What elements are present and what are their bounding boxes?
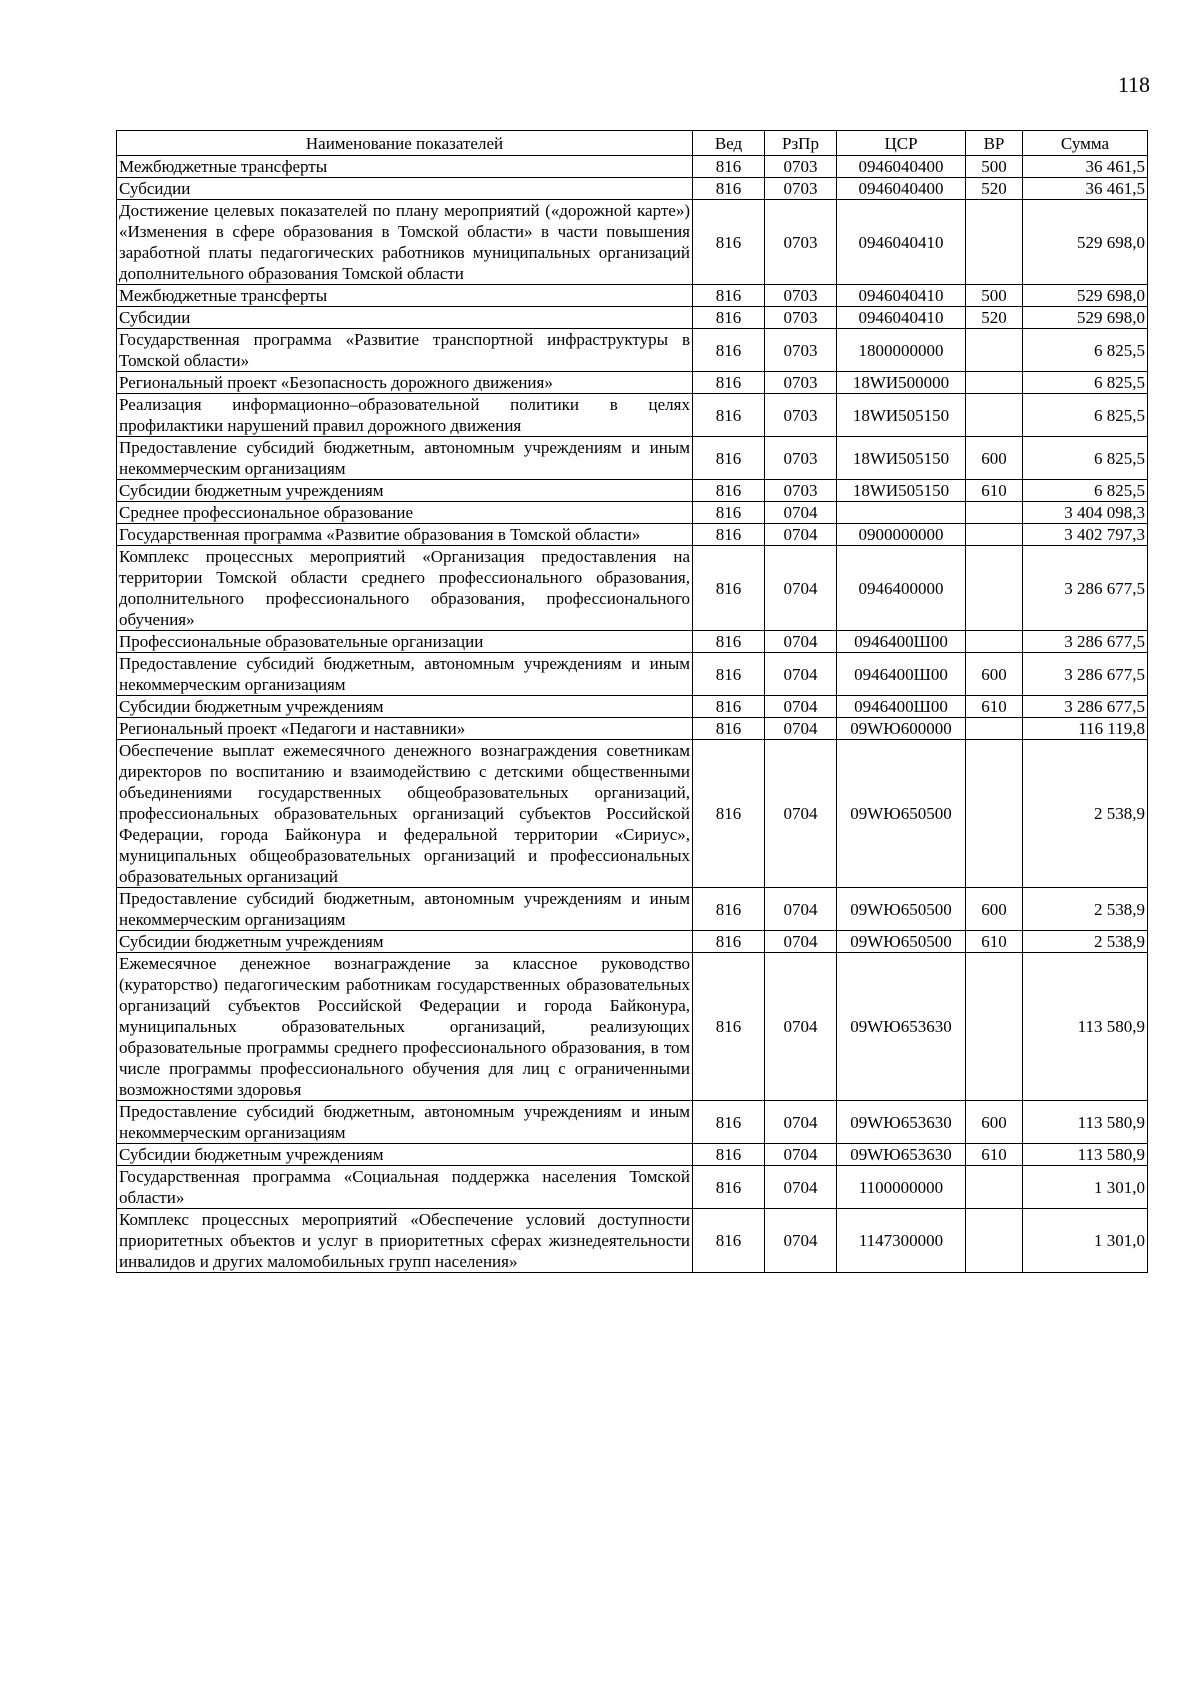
cell-vr xyxy=(966,718,1023,740)
cell-ved: 816 xyxy=(693,200,765,285)
cell-sum: 529 698,0 xyxy=(1023,307,1148,329)
cell-ved: 816 xyxy=(693,1101,765,1144)
table-row xyxy=(117,953,1148,1101)
cell-vr xyxy=(966,740,1023,888)
header-ved: Вед xyxy=(693,131,765,156)
cell-name: Субсидии xyxy=(117,307,693,329)
table-row xyxy=(117,437,1148,480)
cell-sum: 2 538,9 xyxy=(1023,931,1148,953)
cell-sum: 6 825,5 xyxy=(1023,329,1148,372)
cell-csr: 09WЮ653630 xyxy=(837,1144,966,1166)
cell-sum: 529 698,0 xyxy=(1023,285,1148,307)
table-row xyxy=(117,200,1148,285)
cell-name: Профессиональные образовательные организации xyxy=(117,631,693,653)
cell-sum: 36 461,5 xyxy=(1023,156,1148,178)
page-number: 118 xyxy=(1117,72,1150,97)
table-row xyxy=(117,178,1148,200)
cell-vr xyxy=(966,953,1023,1101)
header-csr: ЦСР xyxy=(837,131,966,156)
cell-name: Предоставление субсидий бюджетным, автономным учреждениям и иным некоммерческим организациям xyxy=(117,653,693,696)
cell-ved: 816 xyxy=(693,156,765,178)
header-name: Наименование показателей xyxy=(117,131,693,156)
table-row xyxy=(117,1209,1148,1273)
table-row xyxy=(117,740,1148,888)
cell-csr: 1147300000 xyxy=(837,1209,966,1273)
cell-rzpr: 0704 xyxy=(765,653,837,696)
cell-sum: 1 301,0 xyxy=(1023,1209,1148,1273)
cell-rzpr: 0704 xyxy=(765,1209,837,1273)
header-vr: ВР xyxy=(966,131,1023,156)
cell-rzpr: 0704 xyxy=(765,631,837,653)
cell-csr: 09WЮ653630 xyxy=(837,953,966,1101)
cell-ved: 816 xyxy=(693,372,765,394)
table-row xyxy=(117,718,1148,740)
cell-csr: 09WЮ650500 xyxy=(837,740,966,888)
cell-sum: 36 461,5 xyxy=(1023,178,1148,200)
cell-csr: 0946400Ш00 xyxy=(837,653,966,696)
cell-name: Субсидии бюджетным учреждениям xyxy=(117,480,693,502)
cell-name: Межбюджетные трансферты xyxy=(117,285,693,307)
table-row xyxy=(117,1101,1148,1144)
cell-sum: 113 580,9 xyxy=(1023,1101,1148,1144)
cell-ved: 816 xyxy=(693,524,765,546)
cell-csr: 0946040410 xyxy=(837,307,966,329)
cell-vr xyxy=(966,200,1023,285)
cell-csr: 18WИ505150 xyxy=(837,394,966,437)
cell-name: Реализация информационно–образовательной политики в целях профилактики нарушений правил дорожного движения xyxy=(117,394,693,437)
cell-ved: 816 xyxy=(693,888,765,931)
cell-rzpr: 0704 xyxy=(765,1101,837,1144)
cell-name: Государственная программа «Развитие транспортной инфраструктуры в Томской области» xyxy=(117,329,693,372)
table-body xyxy=(117,156,1148,1273)
cell-csr: 09WЮ653630 xyxy=(837,1101,966,1144)
cell-sum: 3 404 098,3 xyxy=(1023,502,1148,524)
cell-csr: 09WЮ650500 xyxy=(837,888,966,931)
cell-vr xyxy=(966,372,1023,394)
cell-sum: 2 538,9 xyxy=(1023,740,1148,888)
cell-csr: 0946400Ш00 xyxy=(837,631,966,653)
cell-csr xyxy=(837,502,966,524)
cell-name: Предоставление субсидий бюджетным, автономным учреждениям и иным некоммерческим организациям xyxy=(117,1101,693,1144)
table-row xyxy=(117,156,1148,178)
cell-vr xyxy=(966,329,1023,372)
cell-vr: 500 xyxy=(966,156,1023,178)
cell-name: Субсидии бюджетным учреждениям xyxy=(117,696,693,718)
cell-name: Предоставление субсидий бюджетным, автономным учреждениям и иным некоммерческим организациям xyxy=(117,437,693,480)
cell-csr: 1800000000 xyxy=(837,329,966,372)
table-row xyxy=(117,307,1148,329)
cell-rzpr: 0703 xyxy=(765,437,837,480)
cell-sum: 3 286 677,5 xyxy=(1023,546,1148,631)
cell-csr: 0946400000 xyxy=(837,546,966,631)
table-row xyxy=(117,888,1148,931)
cell-csr: 0900000000 xyxy=(837,524,966,546)
budget-table xyxy=(116,130,1148,1273)
cell-ved: 816 xyxy=(693,178,765,200)
cell-sum: 529 698,0 xyxy=(1023,200,1148,285)
cell-rzpr: 0703 xyxy=(765,156,837,178)
cell-name: Субсидии xyxy=(117,178,693,200)
cell-vr xyxy=(966,1209,1023,1273)
cell-vr: 600 xyxy=(966,653,1023,696)
cell-csr: 1100000000 xyxy=(837,1166,966,1209)
table-row xyxy=(117,480,1148,502)
cell-ved: 816 xyxy=(693,631,765,653)
cell-csr: 09WЮ600000 xyxy=(837,718,966,740)
cell-csr: 0946400Ш00 xyxy=(837,696,966,718)
cell-csr: 0946040410 xyxy=(837,285,966,307)
cell-rzpr: 0703 xyxy=(765,178,837,200)
table-row xyxy=(117,502,1148,524)
cell-ved: 816 xyxy=(693,307,765,329)
header-sum: Сумма xyxy=(1023,131,1148,156)
cell-name: Обеспечение выплат ежемесячного денежного вознаграждения советникам директоров по воспитанию и взаимодействию с детскими общественными объединениями государственных общеобразовательных организаций, профессиональных образовательных организаций субъектов Российской Федерации, города Байконура и федеральной территории «Сириус», муниципальных общеобразовательных организаций и профессиональных образовательных организаций xyxy=(117,740,693,888)
cell-name: Ежемесячное денежное вознаграждение за классное руководство (кураторство) педагогическим работникам государственных образовательных организаций субъектов Российской Федерации и города Байконура, муниципальных образовательных организаций, реализующих образовательные программы среднего профессионального образования, в том числе программы профессионального обучения для лиц с ограниченными возможностями здоровья xyxy=(117,953,693,1101)
cell-ved: 816 xyxy=(693,953,765,1101)
cell-name: Субсидии бюджетным учреждениям xyxy=(117,1144,693,1166)
cell-name: Межбюджетные трансферты xyxy=(117,156,693,178)
cell-ved: 816 xyxy=(693,1144,765,1166)
cell-vr xyxy=(966,524,1023,546)
cell-vr: 600 xyxy=(966,437,1023,480)
cell-csr: 18WИ500000 xyxy=(837,372,966,394)
cell-ved: 816 xyxy=(693,394,765,437)
cell-sum: 113 580,9 xyxy=(1023,953,1148,1101)
cell-csr: 0946040400 xyxy=(837,178,966,200)
cell-rzpr: 0704 xyxy=(765,718,837,740)
cell-vr: 610 xyxy=(966,480,1023,502)
cell-rzpr: 0704 xyxy=(765,931,837,953)
cell-sum: 3 402 797,3 xyxy=(1023,524,1148,546)
table-row xyxy=(117,696,1148,718)
cell-rzpr: 0703 xyxy=(765,394,837,437)
cell-vr xyxy=(966,546,1023,631)
cell-ved: 816 xyxy=(693,502,765,524)
cell-sum: 3 286 677,5 xyxy=(1023,696,1148,718)
cell-sum: 1 301,0 xyxy=(1023,1166,1148,1209)
cell-sum: 6 825,5 xyxy=(1023,372,1148,394)
cell-csr: 0946040400 xyxy=(837,156,966,178)
cell-rzpr: 0703 xyxy=(765,307,837,329)
cell-vr: 520 xyxy=(966,178,1023,200)
cell-vr xyxy=(966,394,1023,437)
cell-rzpr: 0704 xyxy=(765,740,837,888)
cell-ved: 816 xyxy=(693,740,765,888)
table-row xyxy=(117,546,1148,631)
cell-ved: 816 xyxy=(693,1209,765,1273)
cell-ved: 816 xyxy=(693,1166,765,1209)
cell-sum: 116 119,8 xyxy=(1023,718,1148,740)
cell-rzpr: 0704 xyxy=(765,502,837,524)
cell-csr: 18WИ505150 xyxy=(837,437,966,480)
cell-vr: 610 xyxy=(966,696,1023,718)
cell-vr xyxy=(966,502,1023,524)
cell-vr: 610 xyxy=(966,931,1023,953)
cell-vr: 500 xyxy=(966,285,1023,307)
cell-csr: 0946040410 xyxy=(837,200,966,285)
cell-sum: 6 825,5 xyxy=(1023,437,1148,480)
table-row xyxy=(117,1166,1148,1209)
cell-sum: 6 825,5 xyxy=(1023,480,1148,502)
table-row xyxy=(117,931,1148,953)
cell-name: Комплекс процессных мероприятий «Обеспечение условий доступности приоритетных объектов и услуг в приоритетных сферах жизнедеятельности инвалидов и других маломобильных групп населения» xyxy=(117,1209,693,1273)
cell-name: Предоставление субсидий бюджетным, автономным учреждениям и иным некоммерческим организациям xyxy=(117,888,693,931)
cell-rzpr: 0704 xyxy=(765,696,837,718)
cell-ved: 816 xyxy=(693,437,765,480)
cell-name: Региональный проект «Педагоги и наставники» xyxy=(117,718,693,740)
cell-name: Среднее профессиональное образование xyxy=(117,502,693,524)
table-row xyxy=(117,394,1148,437)
cell-rzpr: 0704 xyxy=(765,1166,837,1209)
cell-sum: 6 825,5 xyxy=(1023,394,1148,437)
cell-rzpr: 0704 xyxy=(765,888,837,931)
cell-rzpr: 0703 xyxy=(765,200,837,285)
cell-ved: 816 xyxy=(693,696,765,718)
table-row xyxy=(117,524,1148,546)
table-row xyxy=(117,285,1148,307)
cell-ved: 816 xyxy=(693,931,765,953)
table-row xyxy=(117,372,1148,394)
cell-rzpr: 0704 xyxy=(765,953,837,1101)
header-rzpr: РзПр xyxy=(765,131,837,156)
cell-vr: 600 xyxy=(966,888,1023,931)
cell-vr xyxy=(966,631,1023,653)
cell-sum: 3 286 677,5 xyxy=(1023,631,1148,653)
cell-ved: 816 xyxy=(693,285,765,307)
cell-sum: 2 538,9 xyxy=(1023,888,1148,931)
cell-rzpr: 0704 xyxy=(765,1144,837,1166)
cell-vr: 520 xyxy=(966,307,1023,329)
cell-name: Государственная программа «Развитие образования в Томской области» xyxy=(117,524,693,546)
table-row xyxy=(117,329,1148,372)
cell-name: Государственная программа «Социальная поддержка населения Томской области» xyxy=(117,1166,693,1209)
cell-sum: 3 286 677,5 xyxy=(1023,653,1148,696)
cell-ved: 816 xyxy=(693,653,765,696)
cell-rzpr: 0703 xyxy=(765,329,837,372)
cell-ved: 816 xyxy=(693,718,765,740)
cell-rzpr: 0703 xyxy=(765,285,837,307)
table-row xyxy=(117,653,1148,696)
cell-sum: 113 580,9 xyxy=(1023,1144,1148,1166)
cell-ved: 816 xyxy=(693,329,765,372)
cell-rzpr: 0704 xyxy=(765,524,837,546)
cell-vr: 610 xyxy=(966,1144,1023,1166)
cell-csr: 18WИ505150 xyxy=(837,480,966,502)
table-header-row xyxy=(117,131,1148,156)
cell-name: Комплекс процессных мероприятий «Организация предоставления на территории Томской области среднего профессионального образования, дополнительного профессионального образования, профессионального обучения» xyxy=(117,546,693,631)
table-row xyxy=(117,1144,1148,1166)
cell-vr xyxy=(966,1166,1023,1209)
cell-name: Региональный проект «Безопасность дорожного движения» xyxy=(117,372,693,394)
cell-ved: 816 xyxy=(693,480,765,502)
cell-rzpr: 0703 xyxy=(765,480,837,502)
cell-rzpr: 0703 xyxy=(765,372,837,394)
cell-vr: 600 xyxy=(966,1101,1023,1144)
cell-csr: 09WЮ650500 xyxy=(837,931,966,953)
cell-ved: 816 xyxy=(693,546,765,631)
cell-name: Достижение целевых показателей по плану мероприятий («дорожной карте») «Изменения в сфере образования в Томской области» в части повышения заработной платы педагогических работников муниципальных организаций дополнительного образования Томской области xyxy=(117,200,693,285)
cell-rzpr: 0704 xyxy=(765,546,837,631)
cell-name: Субсидии бюджетным учреждениям xyxy=(117,931,693,953)
table-row xyxy=(117,631,1148,653)
